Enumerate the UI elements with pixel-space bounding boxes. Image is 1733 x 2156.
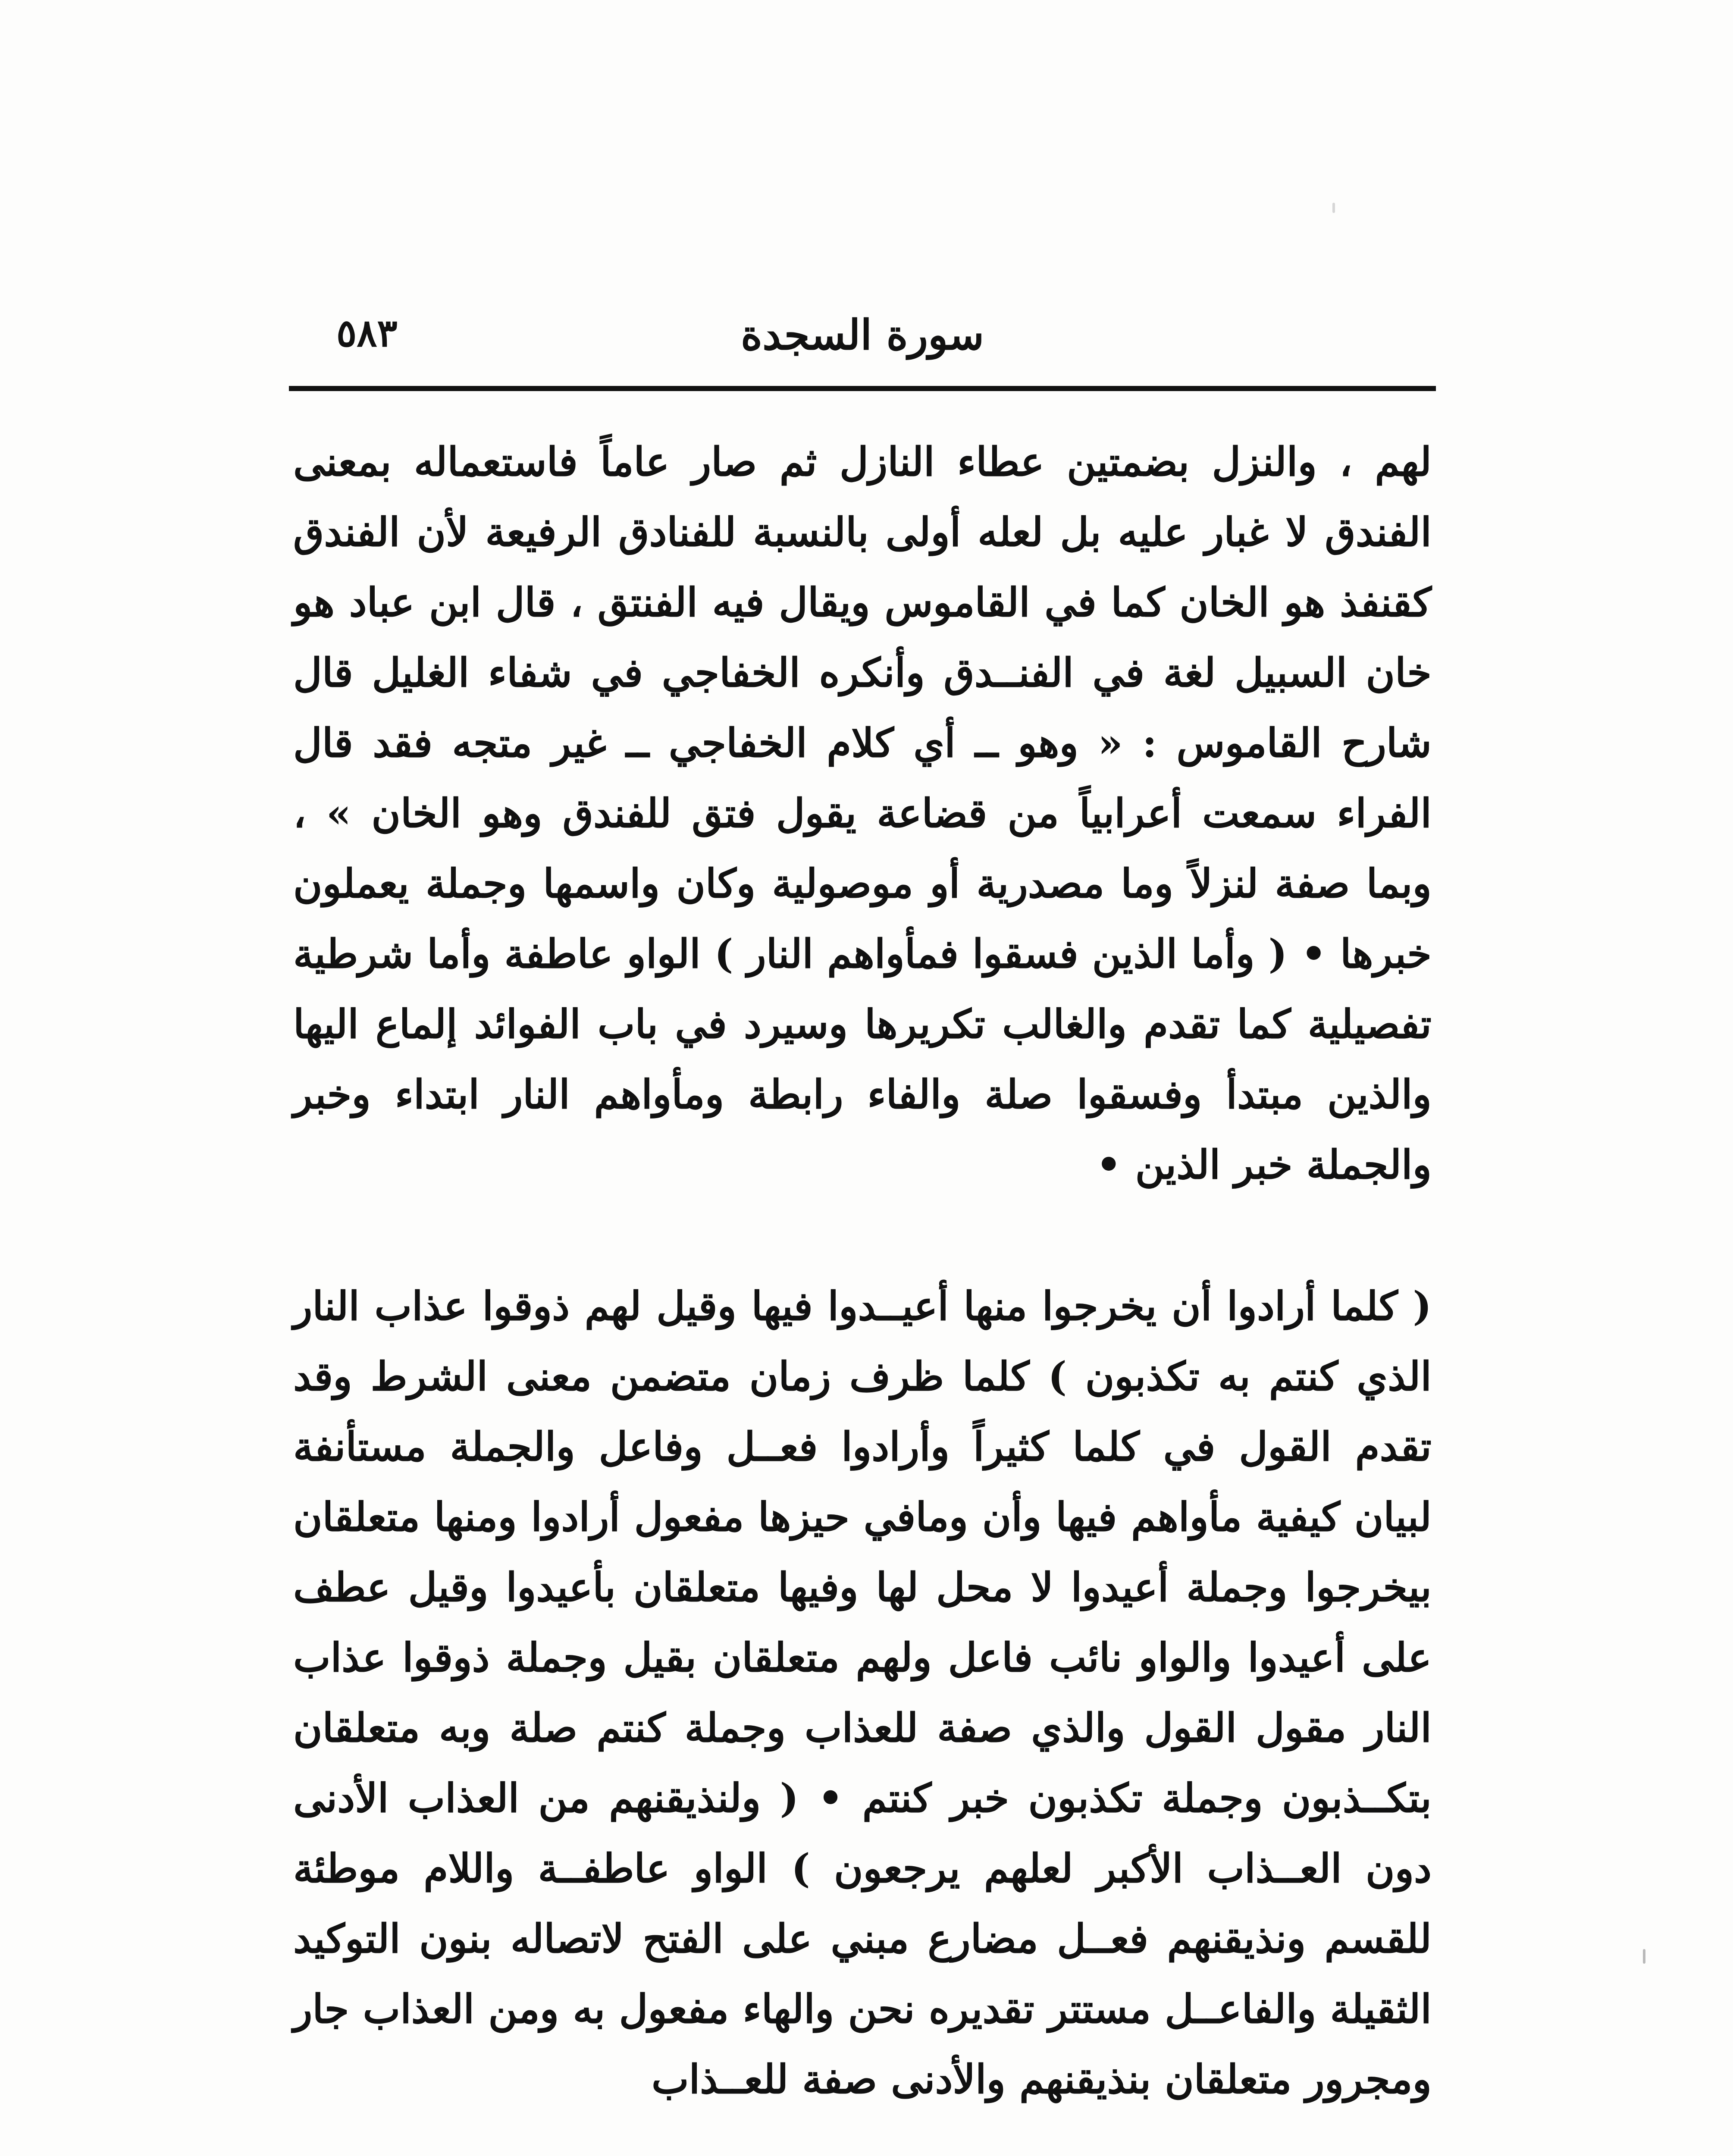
- page-title: سورة السجدة: [740, 310, 984, 359]
- scan-speck: [1643, 1949, 1645, 1964]
- page-number: ٥٨٣: [336, 310, 398, 355]
- scan-speck: [1332, 203, 1335, 213]
- paragraph-2: ( كلما أرادوا أن يخرجوا منها أعيــدوا فيها وقيل لهم ذوقوا عذاب النار الذي كنتم به تكذبون ) كلما ظرف زمان متضمن معنى الشرط وقد تقدم القول في كلما كثيراً وأرادوا فعــل وفاعل والجملة مستأنفة لبيان كيفية مأواهم فيها وأن ومافي حيزها مفعول أرادوا ومنها متعلقان بيخرجوا وجملة أعيدوا لا محل لها وفيها متعلقان بأعيدوا وقيل عطف على أعيدوا والواو نائب فاعل ولهم متعلقان بقيل وجملة ذوقوا عذاب النار مقول القول والذي صفة للعذاب وجملة كنتم صلة وبه متعلقان بتكــذبون وجملة تكذبون خبر كنتم • ( ولنذيقنهم من العذاب الأدنى دون العــذاب الأكبر لعلهم يرجعون ) الواو عاطفــة واللام موطئة للقسم ونذيقنهم فعــل مضارع مبني على الفتح لاتصاله بنون التوكيد الثقيلة والفاعــل مستتر تقديره نحن والهاء مفعول به ومن العذاب جار ومجرور متعلقان بنذيقنهم والأدنى صفة للعــذاب: [293, 1283, 1432, 2103]
- page-header: [289, 298, 1436, 371]
- header-divider: [289, 386, 1436, 391]
- paragraph-1: لهم ، والنزل بضمتين عطاء النازل ثم صار عاماً فاستعماله بمعنى الفندق لا غبار عليه بل لعله أولى بالنسبة للفنادق الرفيعة لأن الفندق كقنفذ هو الخان كما في القاموس ويقال فيه الفنتق ، قال ابن عباد هو خان السبيل لغة في الفنــدق وأنكره الخفاجي في شفاء الغليل قال شارح القاموس : « وهو ــ أي كلام الخفاجي ــ غير متجه فقد قال الفراء سمعت أعرابياً من قضاعة يقول فتق للفندق وهو الخان » ، وبما صفة لنزلاً وما مصدرية أو موصولية وكان واسمها وجملة يعملون خبرها • ( وأما الذين فسقوا فمأواهم النار ) الواو عاطفة وأما شرطية تفصيلية كما تقدم والغالب تكريرها وسيرد في باب الفوائد إلماع اليها والذين مبتدأ وفسقوا صلة والفاء رابطة ومأواهم النار ابتداء وخبر والجملة خبر الذين •: [293, 439, 1432, 1188]
- body-text: [293, 427, 1432, 2115]
